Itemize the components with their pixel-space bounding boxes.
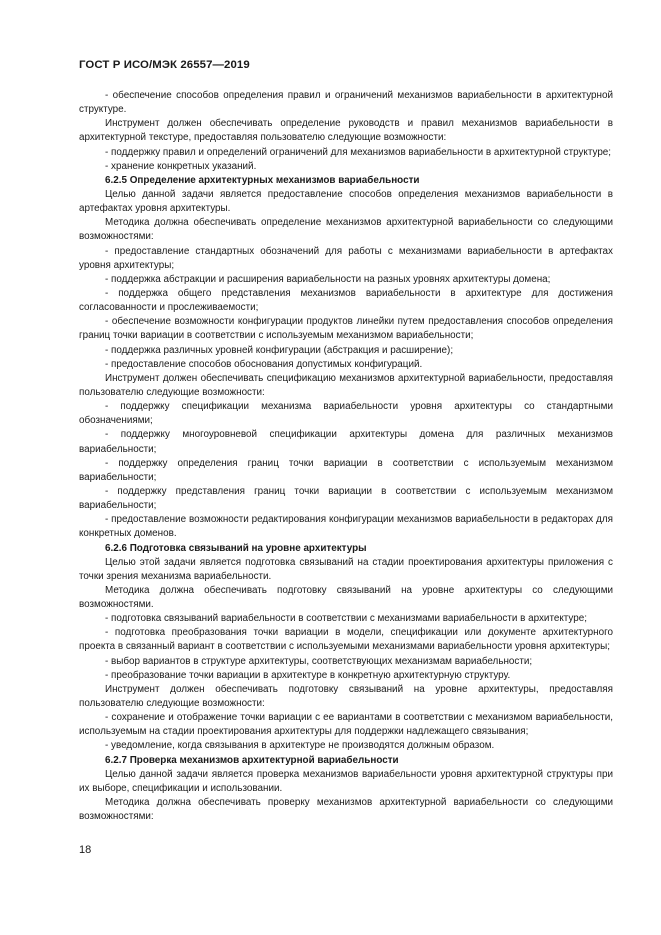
paragraph: Целью данной задачи является предоставление способов определения механизмов вариабельности в артефактах уровня архитектуры. bbox=[79, 188, 613, 215]
section-heading: 6.2.7 Проверка механизмов архитектурной вариабельности bbox=[105, 754, 399, 766]
paragraph: - предоставление стандартных обозначений для работы с механизмами вариабельности в артефактах уровня архитектуры; bbox=[79, 245, 613, 271]
paragraph: - поддержку правил и определений ограничений для механизмов вариабельности в архитектурной структуре; bbox=[105, 146, 612, 158]
paragraph: Инструмент должен обеспечивать определение руководств и правил механизмов вариабельности в архитектурной текстуре, предоставляя пользователю следующие возможности: bbox=[79, 118, 613, 144]
paragraph: - обеспечение возможности конфигурации продуктов линейки путем предоставления способов определения границ точки вариации в соответствии с используемым механизмом вариабельности; bbox=[79, 316, 613, 342]
section-heading: 6.2.5 Определение архитектурных механизмов вариабельности bbox=[105, 174, 420, 186]
paragraph: - подготовка преобразования точки вариации в модели, спецификации или документе архитектурного проекта в связанный вариант в соответствии с используемыми механизмами вариабельности уровня архитектуры; bbox=[79, 627, 613, 653]
section-heading: 6.2.6 Подготовка связываний на уровне архитектуры bbox=[105, 542, 367, 554]
paragraph: - предоставление возможности редактирования конфигурации механизмов вариабельности в редакторах для конкретных доменов. bbox=[79, 514, 613, 540]
paragraph: - поддержку многоуровневой спецификации архитектуры домена для различных механизмов вариабельности; bbox=[79, 429, 613, 455]
document-body bbox=[79, 89, 613, 824]
paragraph: - предоставление способов обоснования допустимых конфигураций. bbox=[105, 358, 423, 370]
paragraph: - поддержку представления границ точки вариации в соответствии с используемым механизмом вариабельности; bbox=[79, 485, 613, 512]
paragraph: Методика должна обеспечивать определение механизмов архитектурной вариабельности со следующими возможностями: bbox=[79, 217, 613, 243]
paragraph: - подготовка связываний вариабельности в соответствии с механизмами вариабельности в архитектуре; bbox=[105, 613, 587, 625]
page-number: 18 bbox=[79, 844, 92, 856]
paragraph: Инструмент должен обеспечивать подготовку связываний на уровне архитектуры, предоставляя пользователю следующие возможности: bbox=[79, 683, 613, 710]
paragraph: - поддержку спецификации механизма вариабельности уровня архитектуры со стандартными обозначениями; bbox=[79, 401, 613, 427]
paragraph: - уведомление, когда связывания в архитектуре не производятся должным образом. bbox=[105, 740, 495, 752]
paragraph: - поддержка различных уровней конфигурации (абстракция и расширение); bbox=[105, 344, 454, 356]
document-header: ГОСТ Р ИСО/МЭК 26557—2019 bbox=[79, 59, 250, 71]
paragraph: - поддержка общего представления механизмов вариабельности в архитектуре для достижения согласованности и прослеживаемости; bbox=[79, 287, 613, 314]
paragraph: - обеспечение способов определения правил и ограничений механизмов вариабельности в архитектурной структуре. bbox=[79, 90, 613, 116]
paragraph: - хранение конкретных указаний. bbox=[105, 160, 257, 172]
paragraph: Методика должна обеспечивать проверку механизмов архитектурной вариабельности со следующими возможностями: bbox=[79, 797, 613, 823]
paragraph: - выбор вариантов в структуре архитектуры, соответствующих механизмам вариабельности; bbox=[105, 655, 533, 667]
paragraph: Целью этой задачи является подготовка связываний на стадии проектирования архитектуры приложения с точки зрения механизма вариабельности. bbox=[79, 556, 613, 582]
paragraph: Инструмент должен обеспечивать спецификацию механизмов архитектурной вариабельности, предоставляя пользователю следующие возможности: bbox=[79, 372, 613, 398]
paragraph: - поддержку определения границ точки вариации в соответствии с используемым механизмом вариабельности; bbox=[79, 457, 613, 483]
paragraph: - сохранение и отображение точки вариации с ее вариантами в соответствии с механизмом вариабельности, используемым на стадии проектирования архитектуры для поддержки надлежащего связывания; bbox=[79, 712, 613, 738]
paragraph: - поддержка абстракции и расширения вариабельности на разных уровнях архитектуры домена; bbox=[105, 273, 551, 285]
paragraph: Методика должна обеспечивать подготовку связываний на уровне архитектуры со следующими возможностями. bbox=[79, 584, 613, 611]
paragraph: - преобразование точки вариации в архитектуре в конкретную архитектурную структуру. bbox=[105, 669, 511, 681]
paragraph: Целью данной задачи является проверка механизмов вариабельности уровня архитектурной структуры при их выборе, спецификации и использовании. bbox=[79, 768, 613, 794]
